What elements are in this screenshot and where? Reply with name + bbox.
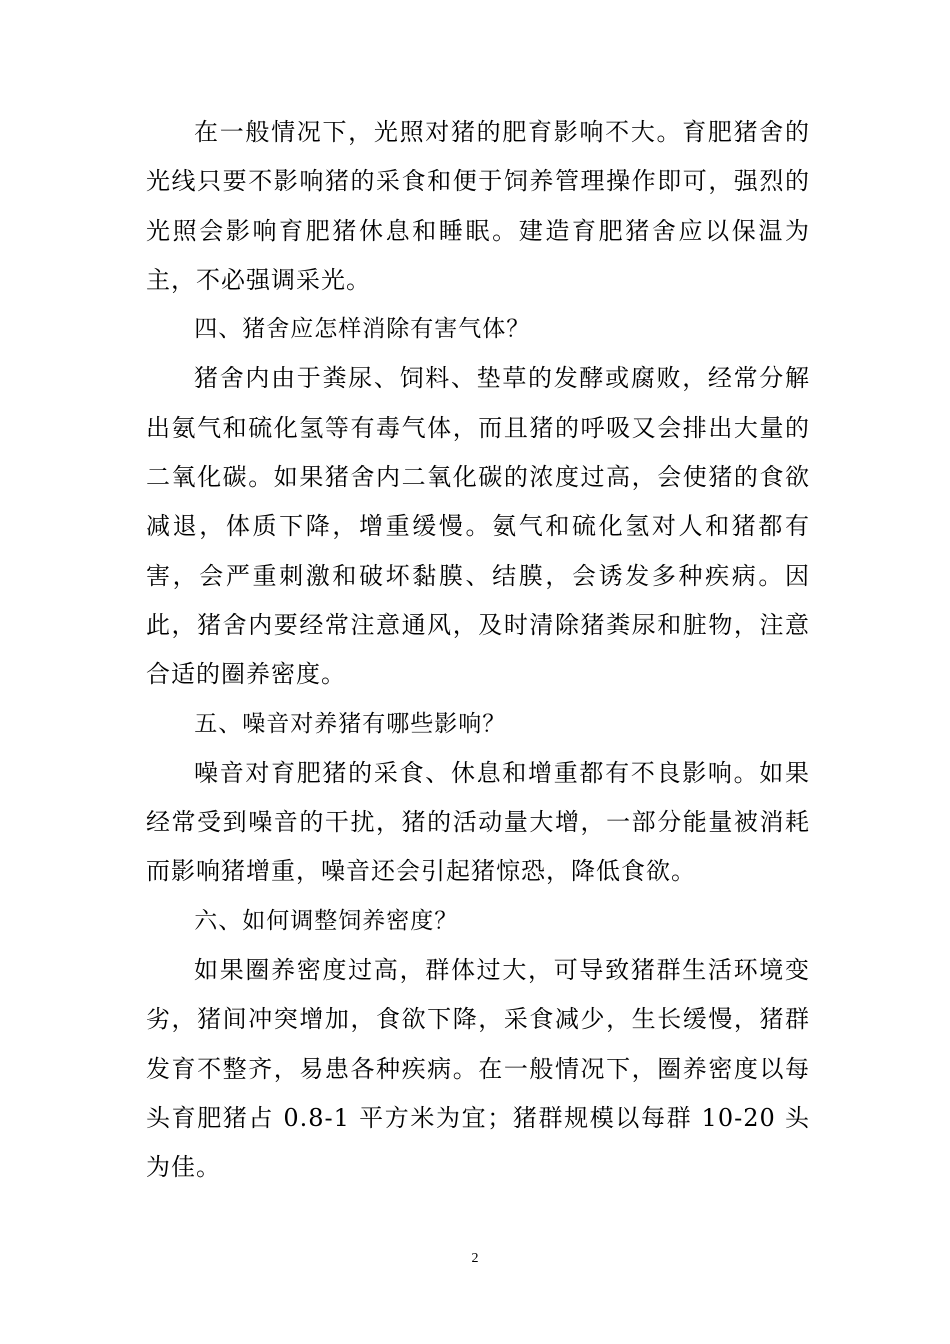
page-number: 2 <box>471 1251 479 1266</box>
heading-harmful-gases: 四、猪舍应怎样消除有害气体？ <box>194 316 531 343</box>
paragraph-noise: 噪音对育肥猪的采食、休息和增重都有不良影响。如果经常受到噪音的干扰，猪的活动量大增，一部分能量被消耗而影响猪增重，噪音还会引起猪惊恐，降低食欲。 <box>146 758 810 886</box>
paragraph-lighting: 在一般情况下，光照对猪的肥育影响不大。育肥猪舍的光线只要不影响猪的采食和便于饲养管理操作即可，强烈的光照会影响育肥猪休息和睡眠。建造育肥猪舍应以保温为主，不必强调采光。 <box>146 118 810 294</box>
paragraph-harmful-gases: 猪舍内由于粪尿、饲料、垫草的发酵或腐败，经常分解出氨气和硫化氢等有毒气体，而且猪的呼吸又会排出大量的二氧化碳。如果猪舍内二氧化碳的浓度过高，会使猪的食欲减退，体质下降，增重缓慢。氨气和硫化氢对人和猪都有害，会严重刺激和破坏黏膜、结膜，会诱发多种疾病。因此，猪舍内要经常注意通风，及时清除猪粪尿和脏物，注意合适的圈养密度。 <box>146 364 810 689</box>
page-content <box>146 108 810 1193</box>
heading-density: 六、如何调整饲养密度？ <box>194 907 459 934</box>
heading-noise: 五、噪音对养猪有哪些影响？ <box>194 710 507 737</box>
paragraph-density: 如果圈养密度过高，群体过大，可导致猪群生活环境变劣，猪间冲突增加，食欲下降，采食减少，生长缓慢，猪群发育不整齐，易患各种疾病。在一般情况下，圈养密度以每头育肥猪占 0.8-1 平方米为宜；猪群规模以每群 10-20 头为佳。 <box>146 956 810 1182</box>
